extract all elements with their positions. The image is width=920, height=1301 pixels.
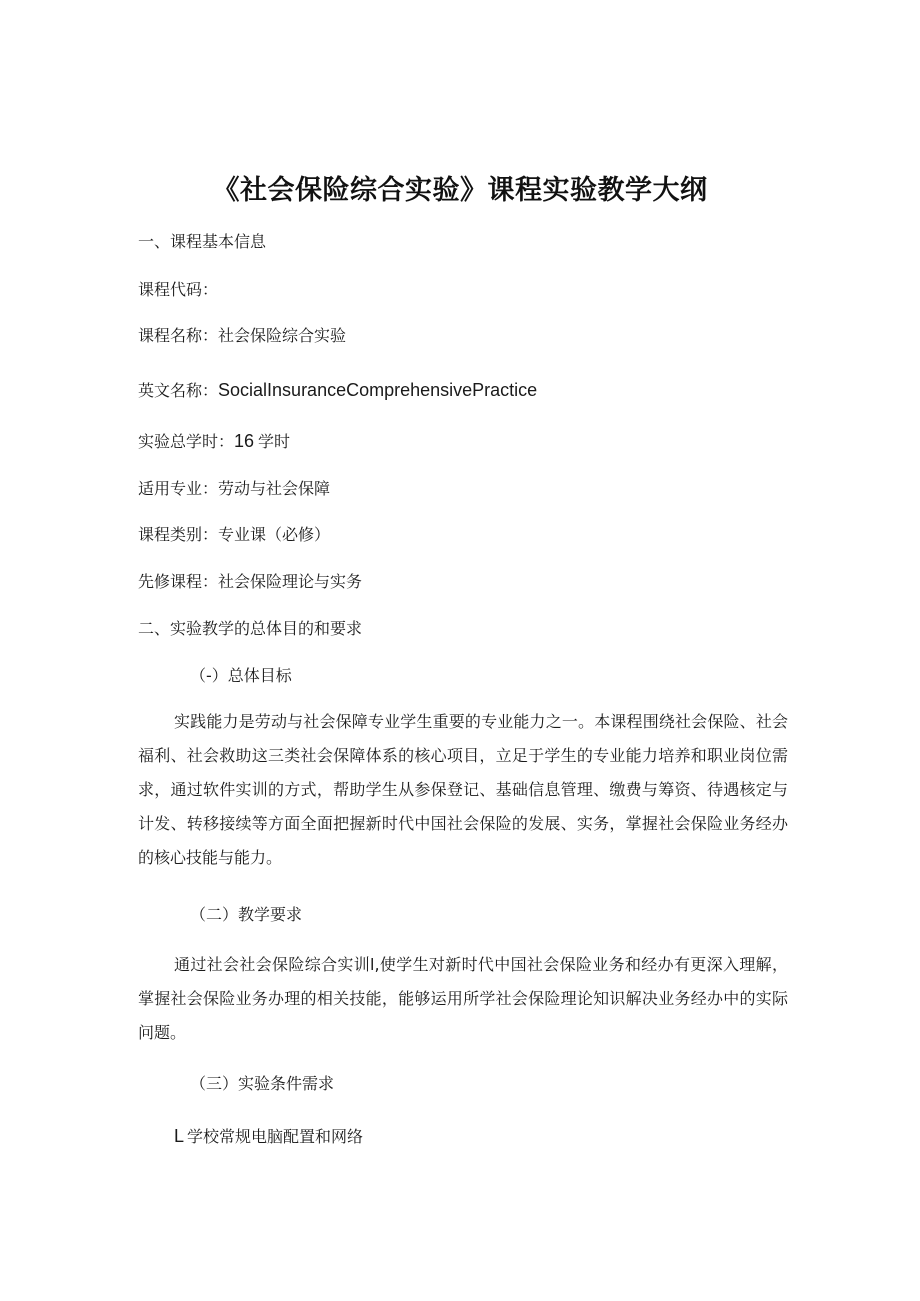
requirement-item-1 (174, 1124, 363, 1149)
sub1-paragraph: 实践能力是劳动与社会保障专业学生重要的专业能力之一。本课程围绕社会保险、社会福利、社会救助这三类社会保障体系的核心项目，立足于学生的专业能力培养和职业岗位需求，通过软件实训的方式，帮助学生从参保登记、基础信息管理、缴费与筹资、待遇核定与计发、转移接续等方面全面把握新时代中国社会保险的发展、实务，掌握社会保险业务经办的核心技能与能力。 (138, 712, 788, 867)
course-name-label: 课程名称： (138, 326, 219, 345)
prereq-row (138, 570, 362, 594)
prereq-value: 社会保险理论与实务 (218, 572, 363, 591)
major-row (138, 477, 330, 501)
course-code-label: 课程代码： (138, 280, 219, 299)
section2-heading: 二、实验教学的总体目的和要求 (138, 619, 363, 638)
course-name-value: 社会保险综合实验 (218, 326, 347, 345)
hours-label: 实验总学时： (138, 432, 235, 451)
requirement-item-1-text: 学校常规电脑配置和网络 (187, 1127, 364, 1146)
hours-value: 16 (234, 431, 255, 451)
sub3-heading: （三）实验条件需求 (190, 1074, 335, 1093)
sub2-heading: （二）教学要求 (190, 905, 303, 924)
requirement-item-1-number: L (174, 1126, 185, 1146)
document-title: 《社会保险综合实验》课程实验教学大纲 (212, 175, 708, 206)
category-label: 课程类别： (138, 525, 219, 544)
sub2-paragraph: 通过社会社会保险综合实训l,使学生对新时代中国社会保险业务和经办有更深入理解，掌握社会保险业务办理的相关技能，能够运用所学社会保险理论知识解决业务经办中的实际问题。 (138, 955, 788, 1042)
course-code-row (138, 278, 218, 302)
sub1-heading: （-）总体目标 (190, 666, 292, 685)
prereq-label: 先修课程： (138, 572, 219, 591)
hours-row (138, 429, 290, 454)
section1-heading: 一、课程基本信息 (138, 232, 267, 251)
english-name-label: 英文名称： (138, 381, 219, 400)
category-value: 专业课（必修） (218, 525, 331, 544)
english-name-value: SocialInsuranceComprehensivePractice (218, 380, 538, 400)
major-value: 劳动与社会保障 (218, 479, 331, 498)
course-name-row (138, 324, 346, 348)
major-label: 适用专业： (138, 479, 219, 498)
category-row (138, 523, 330, 547)
english-name-row (138, 378, 537, 403)
hours-unit: 学时 (258, 432, 291, 451)
